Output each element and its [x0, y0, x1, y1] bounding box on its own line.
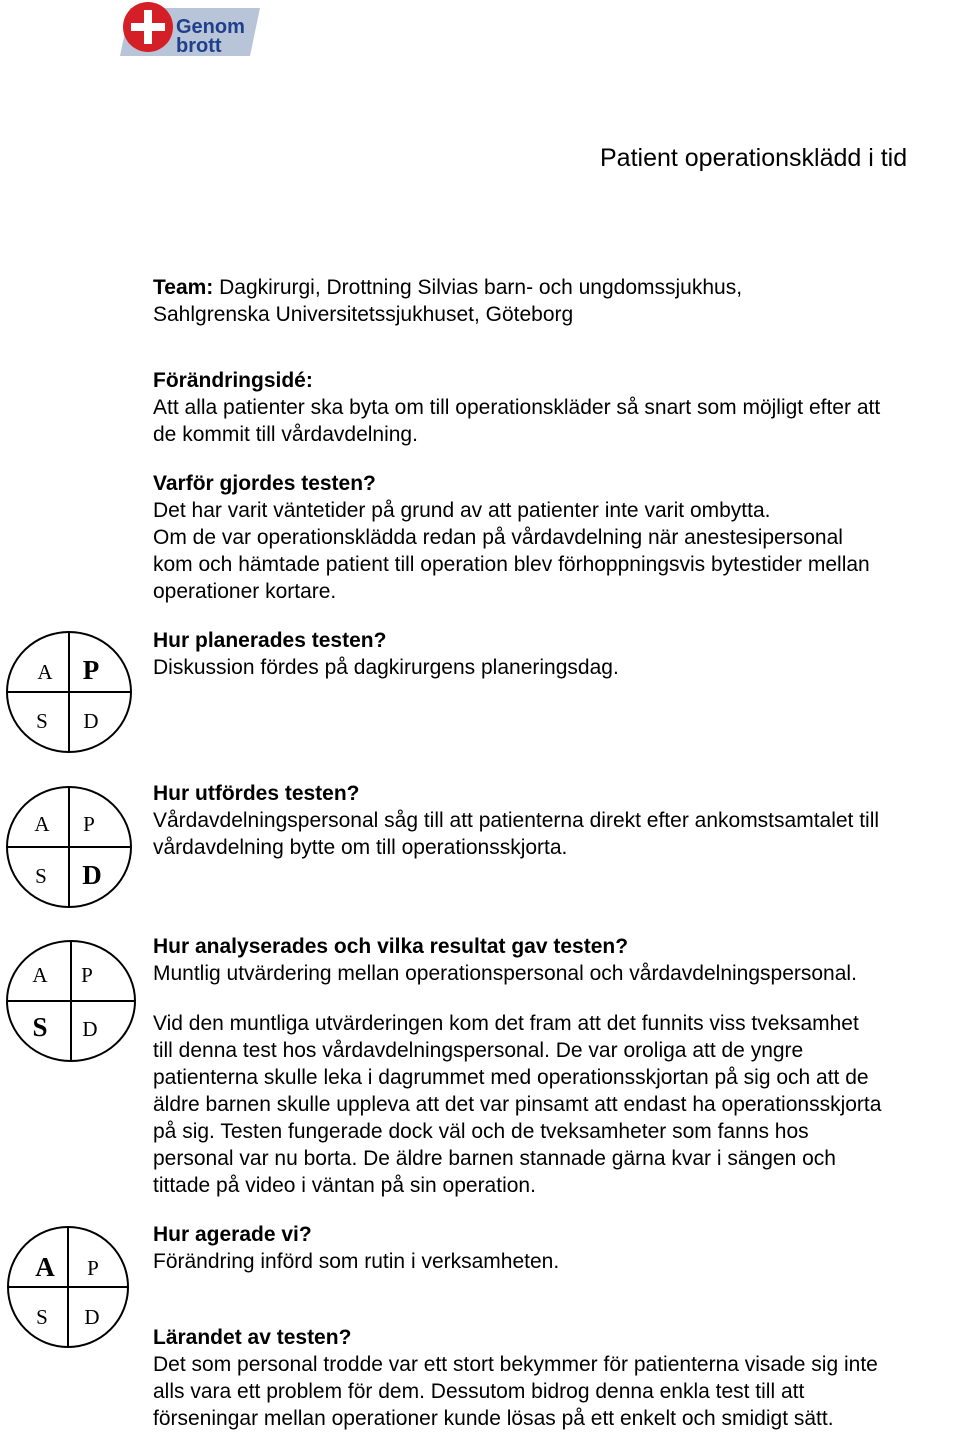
- why-line: Om de var operationsklädda redan på vårdavdelning när anestesipersonal: [153, 526, 843, 549]
- pdsa-letter-s: S: [35, 864, 47, 888]
- logo-graphic: [120, 0, 260, 60]
- why-section: [153, 470, 960, 605]
- team-line-1: Dagkirurgi, Drottning Silvias barn- och ungdomssjukhus,: [213, 276, 743, 299]
- why-line: kom och hämtade patient till operation blev förhoppningsvis bytestider mellan: [153, 553, 870, 576]
- study-detail: [153, 1010, 960, 1199]
- pdsa-wheel-do-graphic: [5, 785, 133, 909]
- do-line: Vårdavdelningspersonal såg till att patienterna direkt efter ankomstsamtalet till: [153, 809, 880, 832]
- study-detail-line: på sig. Testen fungerade dock väl och de tveksamheter som fanns hos: [153, 1120, 809, 1143]
- logo-text-1: Genom: [176, 16, 245, 38]
- plan-line: Diskussion fördes på dagkirurgens planeringsdag.: [153, 656, 619, 679]
- pdsa-letter-a: A: [32, 963, 48, 987]
- pdsa-wheel-study-graphic: [5, 939, 137, 1063]
- genom-brott-logo: [120, 0, 260, 60]
- pdsa-wheel-act: [6, 1225, 130, 1354]
- study-line: Muntlig utvärdering mellan operationspersonal och vårdavdelningspersonal.: [153, 962, 857, 985]
- study-detail-line: personal var nu borta. De äldre barnen stannade gärna kvar i sängen och: [153, 1147, 836, 1170]
- do-line: vårdavdelning bytte om till operationsskjorta.: [153, 836, 568, 859]
- idea-section: [153, 367, 960, 448]
- pdsa-letter-s: S: [36, 1305, 48, 1329]
- pdsa-letter-p: P: [81, 963, 93, 987]
- study-heading: Hur analyserades och vilka resultat gav testen?: [153, 935, 629, 958]
- why-line: Det har varit väntetider på grund av att patienter inte varit ombytta.: [153, 499, 771, 522]
- act-line: Förändring införd som rutin i verksamheten.: [153, 1250, 560, 1273]
- pdsa-letter-s-highlight: S: [32, 1012, 48, 1042]
- team-section: [153, 274, 960, 328]
- pdsa-letter-a-highlight: A: [35, 1252, 55, 1282]
- pdsa-letter-d-highlight: D: [82, 860, 102, 890]
- study-detail-line: äldre barnen skulle uppleva att det var pinsamt att endast ha operationsskjorta: [153, 1093, 882, 1116]
- pdsa-letter-s: S: [36, 709, 48, 733]
- why-line: operationer kortare.: [153, 580, 337, 603]
- logo-text-2: brott: [176, 35, 222, 57]
- learning-heading: Lärandet av testen?: [153, 1326, 352, 1349]
- plan-heading: Hur planerades testen?: [153, 629, 387, 652]
- pdsa-letter-d: D: [84, 1305, 100, 1329]
- idea-line: de kommit till vårdavdelning.: [153, 423, 418, 446]
- do-section: [153, 780, 960, 861]
- plan-section: [153, 627, 960, 681]
- learning-line: alls vara ett problem för dem. Dessutom bidrog denna enkla test till att: [153, 1380, 805, 1403]
- study-detail-line: tittade på video i väntan på sin operation.: [153, 1174, 536, 1197]
- why-heading: Varför gjordes testen?: [153, 472, 376, 495]
- do-heading: Hur utfördes testen?: [153, 782, 360, 805]
- learning-line: Det som personal trodde var ett stort bekymmer för patienterna visade sig inte: [153, 1353, 878, 1376]
- study-detail-line: patienterna skulle leka i dagrummet med operationsskjortan på sig och att de: [153, 1066, 869, 1089]
- pdsa-letter-p-highlight: P: [82, 655, 100, 685]
- pdsa-letter-a: A: [37, 660, 53, 684]
- study-detail-line: till denna test hos vårdavdelningspersonal. De var oroliga att de yngre: [153, 1039, 804, 1062]
- idea-heading: Förändringsidé:: [153, 369, 313, 392]
- pdsa-letter-d: D: [82, 1017, 98, 1041]
- study-section: [153, 933, 960, 987]
- pdsa-wheel-study: [5, 939, 137, 1068]
- pdsa-wheel-act-graphic: [6, 1225, 130, 1349]
- act-section: [153, 1221, 960, 1275]
- idea-line: Att alla patienter ska byta om till operationskläder så snart som möjligt efter att: [153, 396, 881, 419]
- pdsa-letter-p: P: [83, 812, 95, 836]
- pdsa-letter-a: A: [34, 812, 50, 836]
- pdsa-wheel-plan-graphic: [5, 630, 133, 754]
- team-line-2: Sahlgrenska Universitetssjukhuset, Göteborg: [153, 303, 574, 326]
- learning-line: förseningar mellan operationer kunde lösas på ett enkelt och smidigt sätt.: [153, 1407, 834, 1430]
- learning-section: [153, 1324, 960, 1432]
- document-title: Patient operationsklädd i tid: [600, 144, 908, 172]
- act-heading: Hur agerade vi?: [153, 1223, 312, 1246]
- pdsa-letter-p: P: [87, 1256, 99, 1280]
- pdsa-letter-d: D: [83, 709, 99, 733]
- team-label: Team:: [153, 276, 214, 299]
- pdsa-wheel-do: [5, 785, 133, 914]
- pdsa-wheel-plan: [5, 630, 133, 759]
- study-detail-line: Vid den muntliga utvärderingen kom det fram att det funnits viss tveksamhet: [153, 1012, 859, 1035]
- logo-cross-horizontal: [131, 23, 165, 31]
